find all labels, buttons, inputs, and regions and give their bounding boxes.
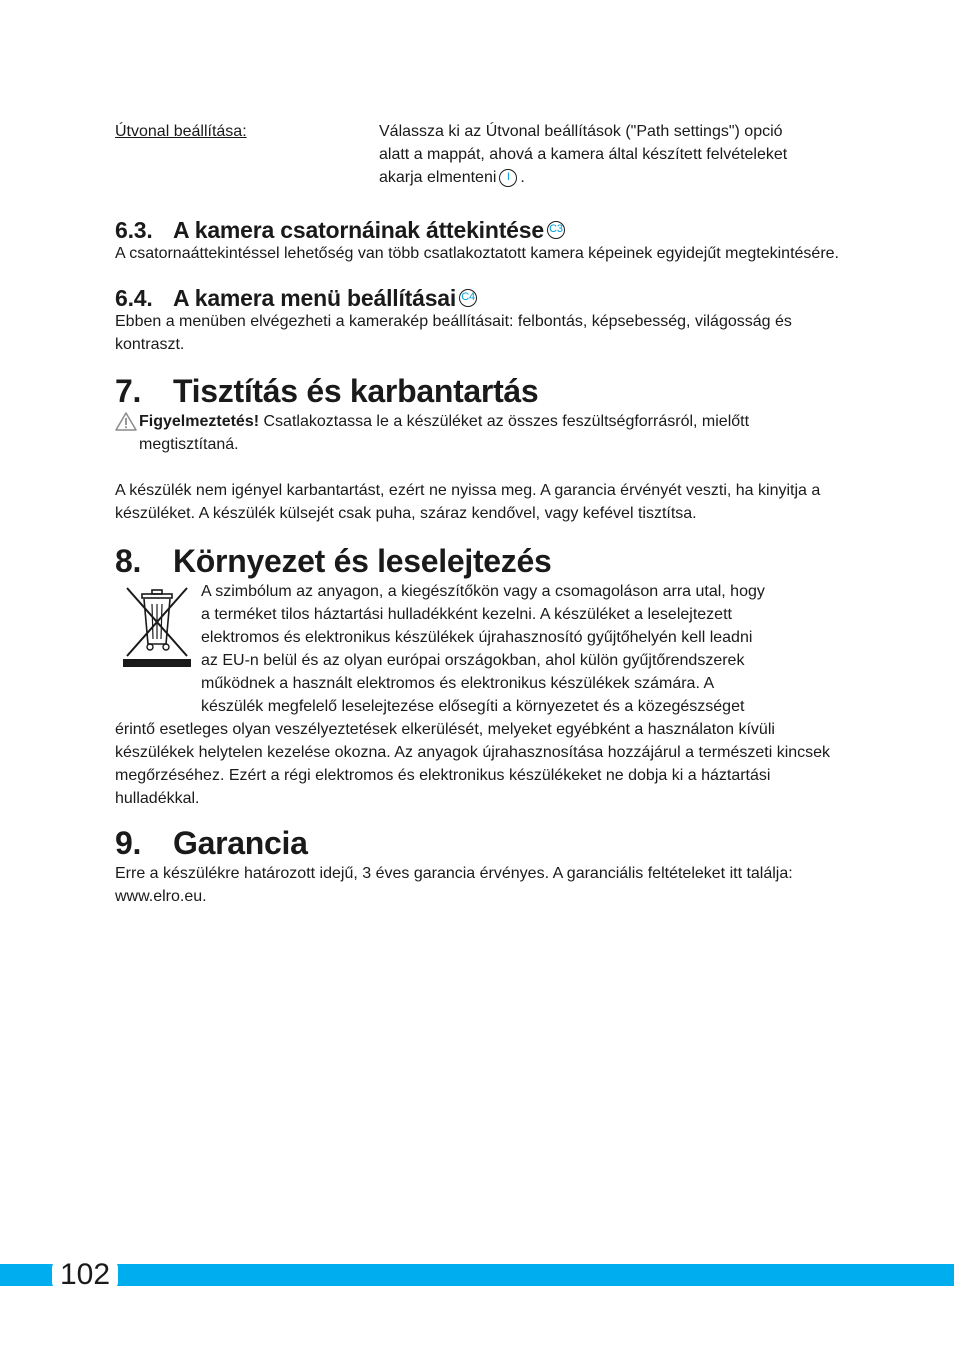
route-desc-end: . xyxy=(520,169,525,186)
section-9-body: Erre a készülékre határozott idejű, 3 éves garancia érvényes. A garanciális feltételeket itt találja: www.elro.eu. xyxy=(115,865,793,905)
section-number: 8. xyxy=(115,543,142,579)
section-title: Tisztítás és karbantartás xyxy=(173,373,539,409)
disposal-line-6: készülék megfelelő leselejtezése elősegíti a környezetet és a közegészséget xyxy=(201,698,745,715)
section-title: A kamera menü beállításai xyxy=(173,285,457,311)
section-6-3-heading xyxy=(115,216,840,244)
screen-ref-badge-i: I xyxy=(499,169,517,187)
page-number: 102 xyxy=(52,1260,118,1290)
section-title: A kamera csatornáinak áttekintése xyxy=(173,217,544,243)
disposal-block xyxy=(115,580,840,810)
warning-text: Csatlakoztassa le a készüléket az összes feszültségforrásról, mielőtt megtisztítaná. xyxy=(139,413,750,453)
section-6-4-heading xyxy=(115,284,840,312)
section-number: 9. xyxy=(115,825,142,861)
section-6-4-body: Ebben a menüben elvégezheti a kamerakép beállításait: felbontás, képsebesség, világosság és kontraszt. xyxy=(115,313,792,353)
route-setting-label: Útvonal beállítása: xyxy=(115,123,247,140)
screen-ref-badge-c4: C4 xyxy=(459,289,477,307)
section-title: Garancia xyxy=(173,825,308,861)
warning-triangle-icon xyxy=(115,410,139,456)
section-title: Környezet és leselejtezés xyxy=(173,543,552,579)
disposal-line-1: A szimbólum az anyagon, a kiegészítőkön vagy a csomagoláson arra utal, hogy xyxy=(201,583,765,600)
disposal-line-5: működnek a használt elektromos és elektronikus készülékek számára. A xyxy=(201,675,715,692)
section-8-heading xyxy=(115,542,840,580)
disposal-line-4: az EU-n belül és az olyan európai országokban, ahol külön gyűjtőrendszerek xyxy=(201,652,745,669)
route-desc-line-1: Válassza ki az Útvonal beállítások ("Path settings") opció xyxy=(379,123,783,140)
route-setting-row xyxy=(115,120,840,189)
crossed-out-bin-icon xyxy=(121,584,193,670)
section-number: 6.3. xyxy=(115,217,153,243)
footer-accent-bar xyxy=(0,1264,954,1286)
section-number: 7. xyxy=(115,373,142,409)
section-7-heading xyxy=(115,372,840,410)
disposal-line-3: elektromos és elektronikus készülékek újrahasznosító gyűjtőhelyén kell leadni xyxy=(201,629,753,646)
screen-ref-badge-c3: C3 xyxy=(547,221,565,239)
warning-label: Figyelmeztetés! xyxy=(139,413,260,430)
route-desc-line-2: alatt a mappát, ahová a kamera által készített felvételeket xyxy=(379,146,788,163)
section-6-3-body: A csatornaáttekintéssel lehetőség van több csatlakoztatott kamera képeinek egyidejűt megtekintésére. xyxy=(115,245,839,262)
section-number: 6.4. xyxy=(115,285,153,311)
page-content xyxy=(115,120,840,908)
section-9-heading xyxy=(115,824,840,862)
route-desc-line-3: akarja elmenteni xyxy=(379,169,497,186)
section-7-body: A készülék nem igényel karbantartást, ezért ne nyissa meg. A garancia érvényét veszti, ha kinyitja a készüléket. A készülék külsejét csak puha, száraz kendővel, vagy kefével tisztítsa. xyxy=(115,482,821,522)
disposal-text-rest: érintő esetleges olyan veszélyeztetések elkerülését, melyeket egyébként a használaton kívüli készülékek helytelen kezelése okozna. Az anyagok újrahasznosítása hozzájárul a természeti kincsek megőrzéséhez. Ezért a régi elektromos és elektronikus készülékeket ne dobja ki a háztartási hulladékkal. xyxy=(115,721,831,807)
disposal-line-2: a terméket tilos háztartási hulladékként kezelni. A készüléket a leselejtezett xyxy=(201,606,732,623)
warning-note xyxy=(115,410,840,456)
disposal-text-wrapped xyxy=(115,580,840,718)
route-setting-description xyxy=(379,120,840,189)
